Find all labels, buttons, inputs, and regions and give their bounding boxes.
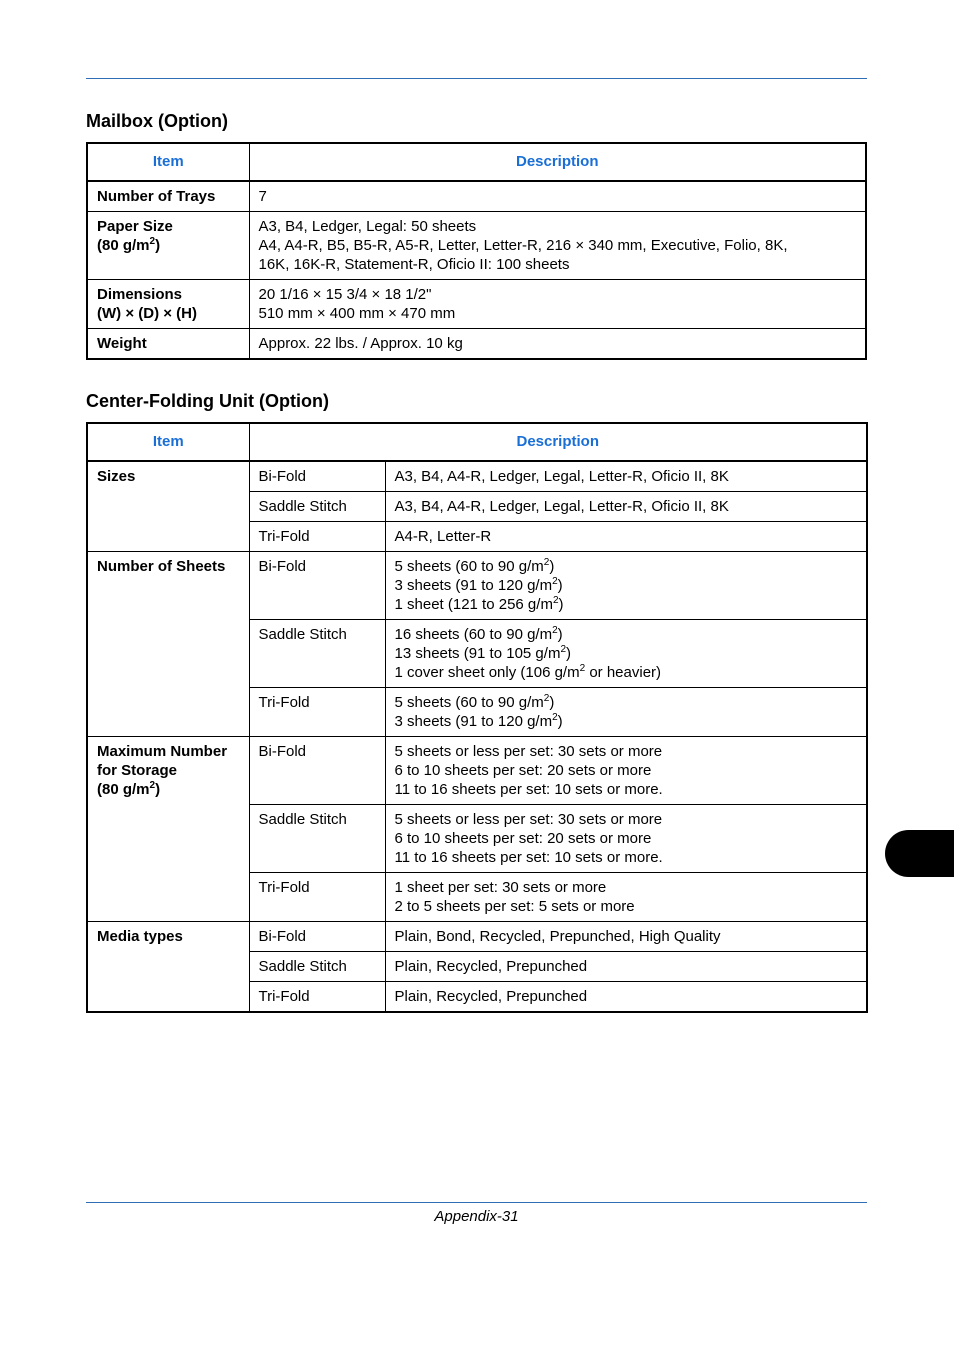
mailbox-title: Mailbox (Option) bbox=[86, 111, 228, 131]
mode-cell: Tri-Fold bbox=[249, 982, 385, 1013]
table-header-row bbox=[87, 143, 866, 181]
folding-unit-title: Center-Folding Unit (Option) bbox=[86, 391, 329, 411]
item-cell: Number of Trays bbox=[87, 181, 249, 212]
description-cell: 5 sheets or less per set: 30 sets or more 6 to 10 sheets per set: 20 sets or more 11 to 16 sheets per set: 10 sets or more. bbox=[385, 805, 867, 873]
mode-cell: Bi-Fold bbox=[249, 737, 385, 805]
table-row bbox=[87, 280, 866, 329]
mode-cell: Saddle Stitch bbox=[249, 805, 385, 873]
description-cell: 5 sheets (60 to 90 $g/m^2$) 3 sheets (91 to 120 $g/m^2$) bbox=[385, 688, 867, 737]
item-cell: Media types bbox=[87, 922, 249, 1013]
description-cell: A3, B4, A4-R, Ledger, Legal, Letter-R, Oficio II, 8K bbox=[385, 461, 867, 492]
item-cell: Number of Sheets bbox=[87, 552, 249, 737]
item-cell: Weight bbox=[87, 329, 249, 360]
item-cell: Sizes bbox=[87, 461, 249, 552]
description-cell: 16 sheets (60 to 90 $g/m^2$) 13 sheets (91 to 105 $g/m^2$) 1 cover sheet only (106 $g/m^2$ or heavier) bbox=[385, 620, 867, 688]
header-description: Description bbox=[249, 423, 867, 461]
description-cell: A4-R, Letter-R bbox=[385, 522, 867, 552]
table-row bbox=[87, 181, 866, 212]
header-description: Description bbox=[249, 143, 866, 181]
mailbox-spec-table bbox=[86, 142, 867, 360]
mode-cell: Bi-Fold bbox=[249, 922, 385, 952]
mode-cell: Bi-Fold bbox=[249, 552, 385, 620]
table-row bbox=[87, 922, 867, 952]
footer-rule bbox=[86, 1202, 867, 1203]
folding-unit-spec-table bbox=[86, 422, 868, 1013]
header-item: Item bbox=[87, 423, 249, 461]
header-rule bbox=[86, 78, 867, 79]
description-cell: Approx. 22 lbs. / Approx. 10 kg bbox=[249, 329, 866, 360]
table-header-row bbox=[87, 423, 867, 461]
description-cell: 20 1/16 × 15 3/4 × 18 1/2" 510 mm × 400 mm × 470 mm bbox=[249, 280, 866, 329]
table-row bbox=[87, 329, 866, 360]
description-cell: 5 sheets (60 to 90 $g/m^2$) 3 sheets (91 to 120 $g/m^2$) 1 sheet (121 to 256 $g/m^2$) bbox=[385, 552, 867, 620]
description-cell: A3, B4, Ledger, Legal: 50 sheets A4, A4-R, B5, B5-R, A5-R, Letter, Letter-R, 216 × 340 mm, Executive, Folio, 8K, 16K, 16K-R, Statement-R, Oficio II: 100 sheets bbox=[249, 212, 866, 280]
item-cell: Maximum Number for Storage (80 $g/m^2$) bbox=[87, 737, 249, 922]
header-item: Item bbox=[87, 143, 249, 181]
item-cell: Paper Size (80 $g/m^2$) bbox=[87, 212, 249, 280]
chapter-tab-marker bbox=[885, 830, 954, 877]
page-number: Appendix-31 bbox=[434, 1208, 519, 1225]
table-row bbox=[87, 552, 867, 620]
item-cell: Dimensions (W) × (D) × (H) bbox=[87, 280, 249, 329]
mode-cell: Saddle Stitch bbox=[249, 620, 385, 688]
mode-cell: Bi-Fold bbox=[249, 461, 385, 492]
mode-cell: Tri-Fold bbox=[249, 873, 385, 922]
mode-cell: Saddle Stitch bbox=[249, 952, 385, 982]
description-cell: Plain, Recycled, Prepunched bbox=[385, 952, 867, 982]
description-cell: A3, B4, A4-R, Ledger, Legal, Letter-R, Oficio II, 8K bbox=[385, 492, 867, 522]
table-row bbox=[87, 461, 867, 492]
table-row bbox=[87, 737, 867, 805]
description-cell: 5 sheets or less per set: 30 sets or more 6 to 10 sheets per set: 20 sets or more 11 to 16 sheets per set: 10 sets or more. bbox=[385, 737, 867, 805]
description-cell: 1 sheet per set: 30 sets or more 2 to 5 sheets per set: 5 sets or more bbox=[385, 873, 867, 922]
description-cell: Plain, Bond, Recycled, Prepunched, High Quality bbox=[385, 922, 867, 952]
mode-cell: Tri-Fold bbox=[249, 522, 385, 552]
table-row bbox=[87, 212, 866, 280]
mode-cell: Tri-Fold bbox=[249, 688, 385, 737]
description-cell: 7 bbox=[249, 181, 866, 212]
description-cell: Plain, Recycled, Prepunched bbox=[385, 982, 867, 1013]
mode-cell: Saddle Stitch bbox=[249, 492, 385, 522]
